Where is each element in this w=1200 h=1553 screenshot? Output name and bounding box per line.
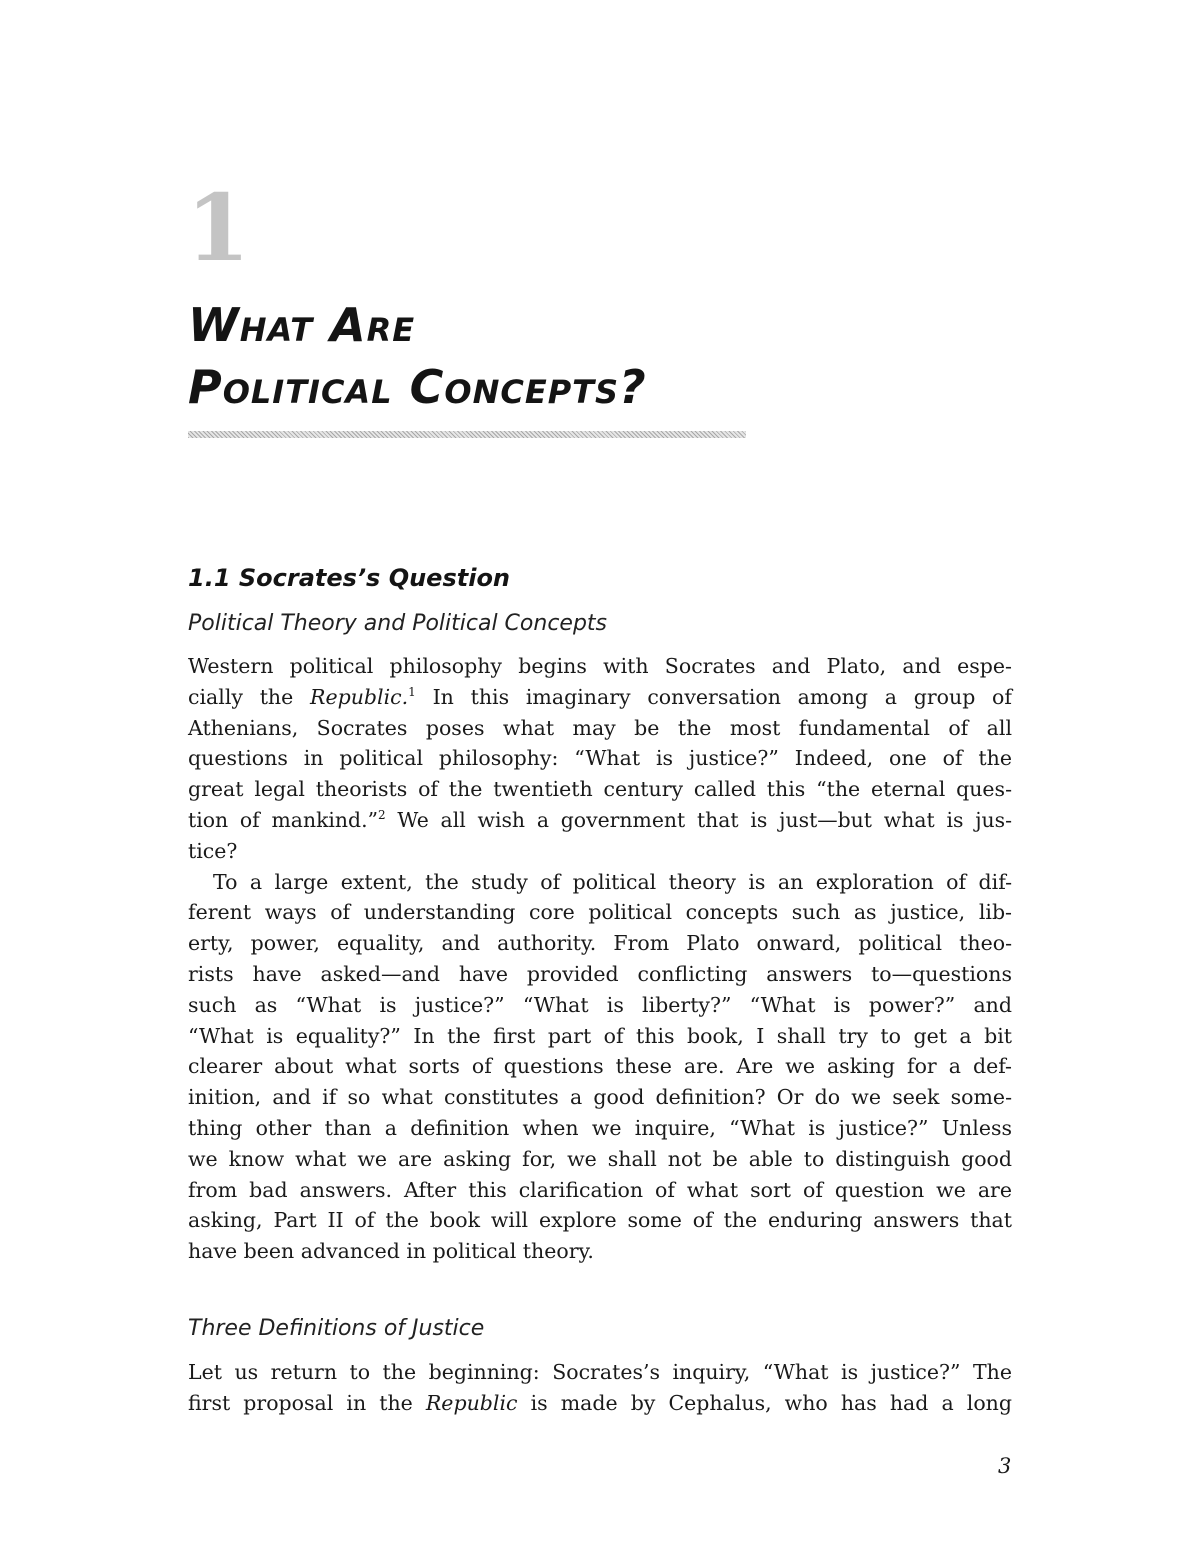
text-line: from bad answers. After this clarification of what sort of question we are xyxy=(188,1177,1012,1202)
text-line: Let us return to the beginning: Socrates’s inquiry, “What is justice?” The xyxy=(188,1360,1012,1384)
chapter-number: 1 xyxy=(186,174,251,282)
page-number: 3 xyxy=(998,1454,1012,1478)
text-line: tice? xyxy=(188,838,238,863)
paragraph-2 xyxy=(188,867,1012,1267)
subheading-political-theory: Political Theory and Political Concepts xyxy=(188,611,608,636)
text-line: asking, Part II of the book will explore some of the enduring answers that xyxy=(188,1208,1012,1233)
text-line: To a large extent, the study of political theory is an exploration of dif- xyxy=(213,869,1012,894)
paragraph-3 xyxy=(188,1357,1012,1419)
text-fragment: We all wish a government that is just—but what is jus- xyxy=(397,807,1012,832)
text-line: Western political philosophy begins with Socrates and Plato, and espe- xyxy=(188,654,1012,678)
section-heading: 1.1 Socrates’s Question xyxy=(188,564,511,592)
text-line: inition, and if so what constitutes a good definition? Or do we seek some- xyxy=(188,1085,1012,1110)
title-rule xyxy=(188,431,746,438)
book-title-republic: Republic. xyxy=(310,684,409,709)
chapter-title-line-2: Political Concepts? xyxy=(188,360,647,414)
text-line: erty, power, equality, and authority. From Plato onward, political theo- xyxy=(188,931,1012,956)
subheading-three-definitions: Three Definitions of Justice xyxy=(188,1316,485,1341)
text-line xyxy=(188,682,1012,713)
text-line xyxy=(188,805,1012,836)
text-fragment: cially the xyxy=(188,684,294,709)
footnote-ref-1: 1 xyxy=(408,684,416,699)
text-line: we know what we are asking for, we shall not be able to distinguish good xyxy=(188,1146,1012,1171)
chapter-title-line-1: What Are xyxy=(188,298,416,352)
text-line: have been advanced in political theory. xyxy=(188,1239,594,1264)
text-line: rists have asked—and have provided conflicting answers to—questions xyxy=(188,961,1012,986)
text-fragment: In this imaginary conversation among a group of xyxy=(432,684,1012,709)
text-fragment: tion of mankind.” xyxy=(188,807,378,832)
text-line: Athenians, Socrates poses what may be the most fundamental of all xyxy=(188,715,1012,740)
text-line: thing other than a definition when we inquire, “What is justice?” Unless xyxy=(188,1115,1012,1140)
text-line: ferent ways of understanding core political concepts such as justice, lib- xyxy=(188,900,1012,925)
footnote-ref-2: 2 xyxy=(377,807,386,822)
text-line: great legal theorists of the twentieth century called this “the eternal ques- xyxy=(188,777,1012,802)
text-line: questions in political philosophy: “What is justice?” Indeed, one of the xyxy=(188,746,1012,771)
text-fragment: first proposal in the xyxy=(188,1390,413,1415)
paragraph-1 xyxy=(188,651,1012,867)
text-fragment: is made by Cephalus, who has had a long xyxy=(530,1390,1012,1415)
text-line: “What is equality?” In the first part of this book, I shall try to get a bit xyxy=(188,1023,1012,1048)
body-block-1 xyxy=(188,651,1012,1267)
text-line: clearer about what sorts of questions these are. Are we asking for a def- xyxy=(188,1054,1012,1079)
text-line: such as “What is justice?” “What is liberty?” “What is power?” and xyxy=(188,992,1012,1017)
chapter-title xyxy=(188,294,647,418)
book-title-republic: Republic xyxy=(425,1390,518,1415)
text-line xyxy=(188,1388,1012,1419)
body-block-2 xyxy=(188,1357,1012,1419)
